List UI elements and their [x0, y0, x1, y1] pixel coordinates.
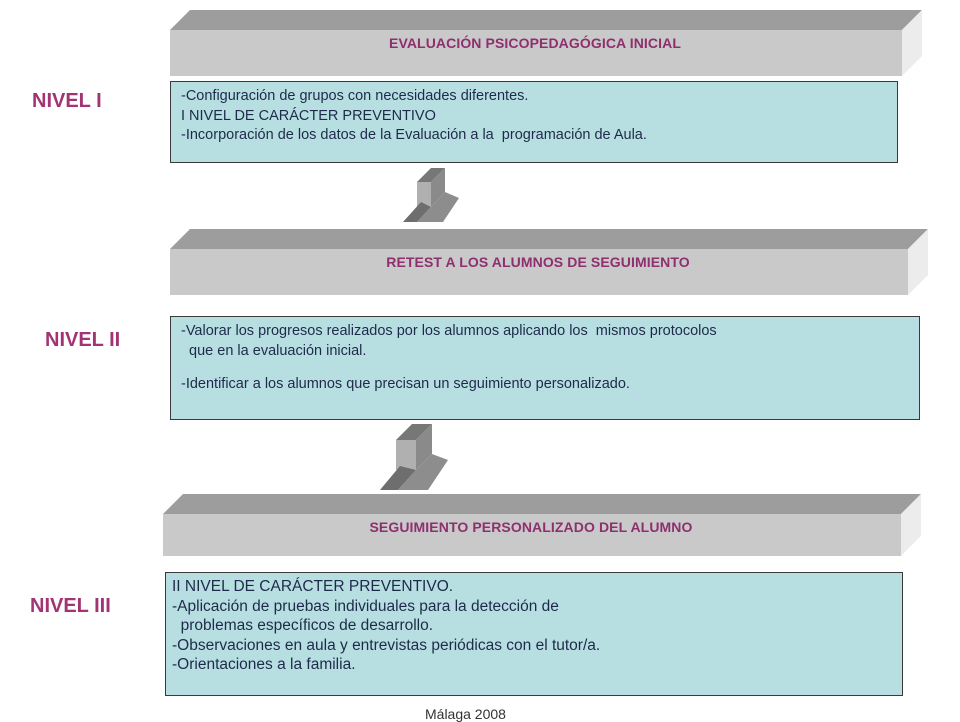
- box-line: II NIVEL DE CARÁCTER PREVENTIVO.: [172, 578, 454, 595]
- level-2-description-box: [170, 316, 920, 420]
- box-line: -Valorar los progresos realizados por los alumnos aplicando los mismos protocolos: [181, 323, 717, 339]
- down-arrow-icon: [403, 168, 461, 222]
- banner-retest: [170, 229, 928, 295]
- box-line: -Incorporación de los datos de la Evaluación a la programación de Aula.: [181, 127, 647, 143]
- banner-title: SEGUIMIENTO PERSONALIZADO DEL ALUMNO: [369, 519, 693, 535]
- banner-title: RETEST A LOS ALUMNOS DE SEGUIMIENTO: [386, 254, 690, 270]
- level-label-3: NIVEL III: [30, 595, 111, 617]
- box-line: I NIVEL DE CARÁCTER PREVENTIVO: [181, 107, 436, 124]
- box-line: -Observaciones en aula y entrevistas periódicas con el tutor/a.: [172, 636, 601, 654]
- box-line: que en la evaluación inicial.: [181, 342, 367, 359]
- level-1-description-box: [170, 81, 898, 163]
- box-line: -Identificar a los alumnos que precisan un seguimiento personalizado.: [181, 376, 630, 392]
- level-label-1: NIVEL I: [32, 90, 102, 112]
- box-line: problemas específicos de desarrollo.: [172, 617, 434, 634]
- level-3-description-box: [165, 572, 903, 696]
- banner-seguimiento: [163, 494, 921, 556]
- down-arrow-icon: [380, 424, 450, 490]
- box-line: -Orientaciones a la familia.: [172, 656, 356, 673]
- banner-title: EVALUACIÓN PSICOPEDAGÓGICA INICIAL: [389, 35, 681, 51]
- box-line: -Aplicación de pruebas individuales para la detección de: [172, 597, 559, 615]
- level-label-2: NIVEL II: [45, 329, 121, 351]
- footer-text: Málaga 2008: [425, 706, 506, 722]
- banner-evaluacion-inicial: [170, 10, 922, 76]
- box-line: -Configuración de grupos con necesidades diferentes.: [181, 88, 529, 104]
